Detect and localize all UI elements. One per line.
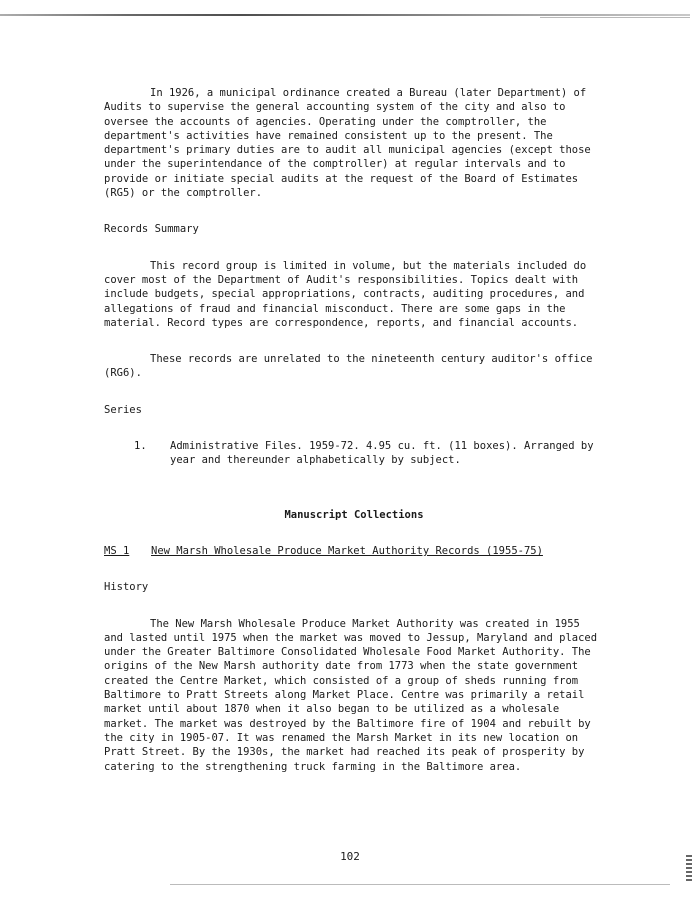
series-item-number: 1. — [134, 440, 147, 453]
page-number: 102 — [340, 850, 360, 863]
history-heading: History — [104, 581, 149, 594]
records-unrelated-paragraph: These records are unrelated to the nineteenth century auditor's office (RG6). — [104, 353, 593, 380]
scan-edge-top-right — [540, 17, 690, 18]
scan-edge-top — [0, 14, 690, 16]
ms-id: MS 1 — [104, 544, 130, 557]
intro-paragraph: In 1926, a municipal ordinance created a Bureau (later Department) of Audits to supervise the general accounting system of the city and also to oversee the accounts of agencies. Operating under the comptroller, the department's activities have remained consistent up to the present. The department's primary duties are to audit all municipal agencies (except those under the superintendance of the comptroller) at regular intervals and to provide or initiate special audits at the request of the Board of Estimates (RG5) or the comptroller. — [104, 87, 591, 200]
series-item-text: Administrative Files. 1959-72. 4.95 cu. ft. (11 boxes). Arranged by year and thereunder alphabetically by subject. — [170, 440, 594, 467]
scan-artifact — [686, 855, 692, 881]
document-page — [104, 86, 604, 774]
scan-edge-bottom — [170, 884, 670, 885]
series-heading: Series — [104, 403, 142, 416]
ms-name: New Marsh Wholesale Produce Market Authority Records (1955-75) — [151, 544, 543, 557]
ms-entry-title — [104, 544, 604, 558]
records-summary-paragraph: This record group is limited in volume, but the materials included do cover most of the Department of Audit's responsibilities. Topics dealt with include budgets, special appropriations, contracts, auditing procedures, and allegations of fraud and financial misconduct. There are some gaps in the material. Record types are correspondence, reports, and financial accounts. — [104, 259, 587, 329]
history-paragraph: The New Marsh Wholesale Produce Market Authority was created in 1955 and lasted until 1975 when the market was moved to Jessup, Maryland and placed under the Greater Baltimore Consolidated Wholesale Food Market Authority. The origins of the New Marsh authority date from 1773 when the state government created the Centre Market, which consisted of a group of sheds running from Baltimore to Pratt Streets along Market Place. Centre was primarily a retail market until about 1870 when it also began to be utilized as a wholesale market. The market was destroyed by the Baltimore fire of 1904 and rebuilt by the city in 1905-07. It was renamed the Marsh Market in its new location on Pratt Street. By the 1930s, the market had reached its peak of prosperity by catering to the strengthening truck farming in the Baltimore area. — [104, 617, 598, 773]
records-summary-heading: Records Summary — [104, 223, 199, 236]
manuscript-collections-title: Manuscript Collections — [284, 508, 424, 521]
series-item — [134, 439, 604, 468]
